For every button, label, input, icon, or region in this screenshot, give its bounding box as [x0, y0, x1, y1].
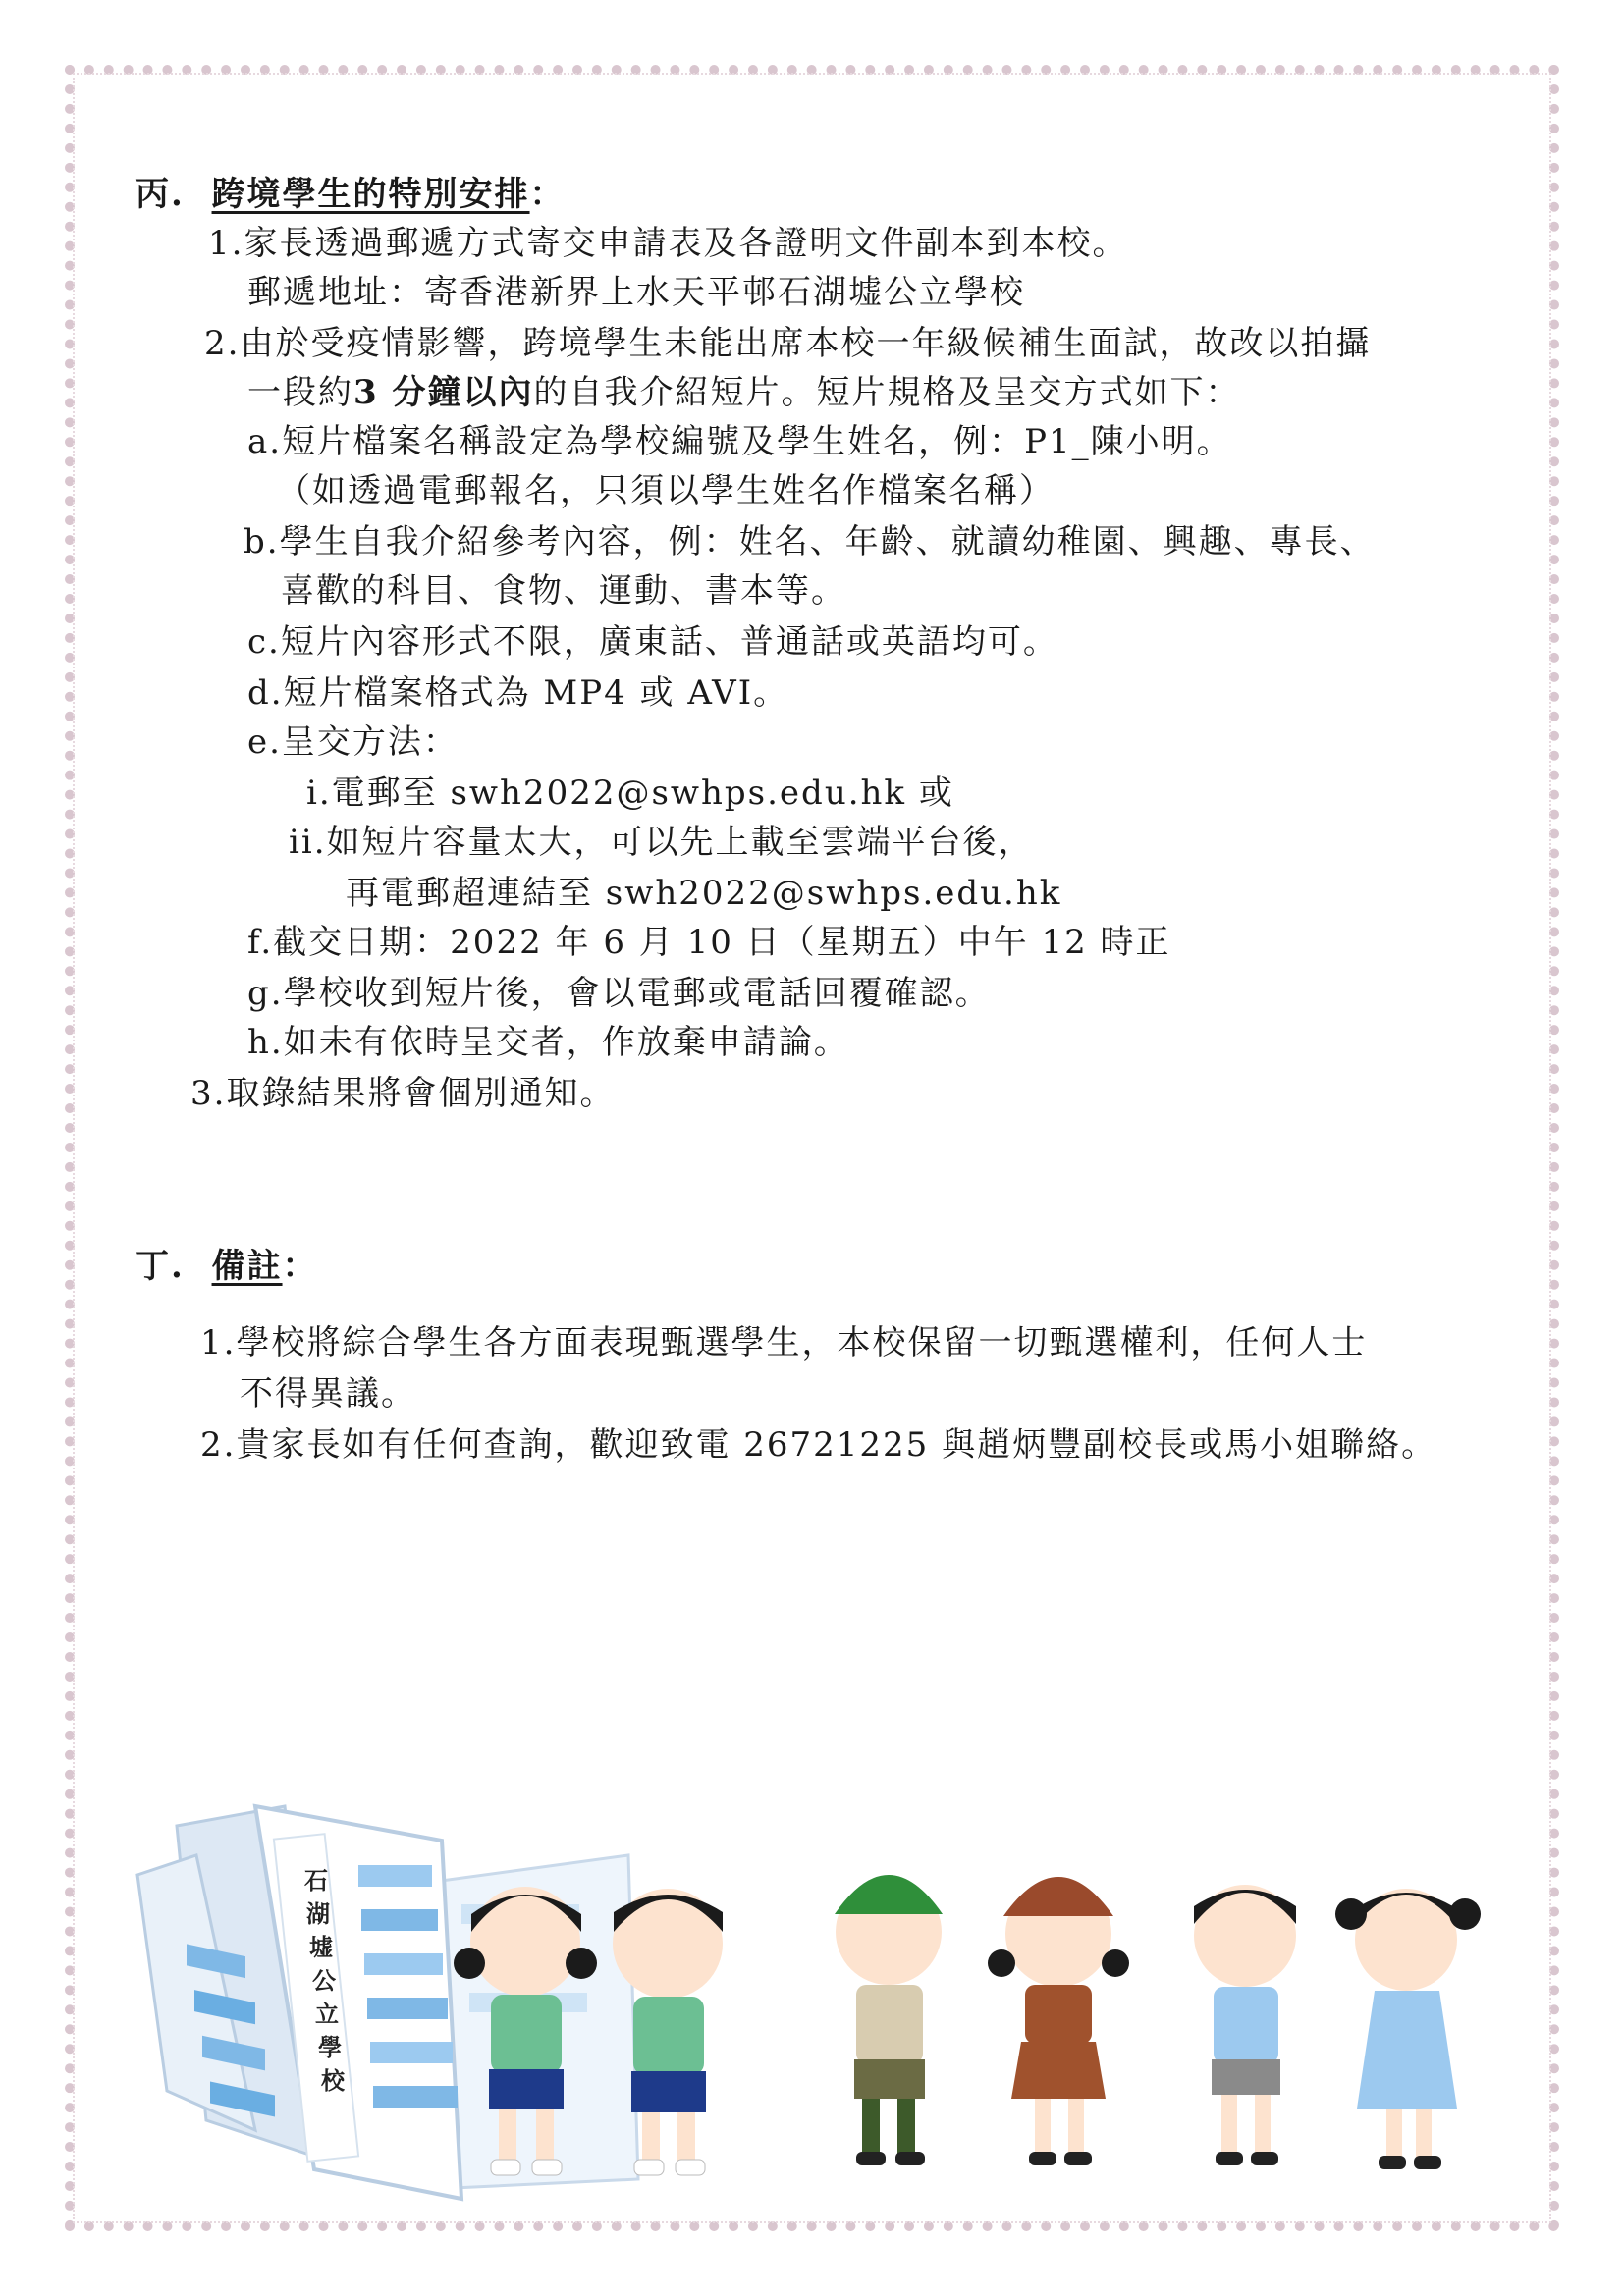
- sub-e-i: i.電郵至 swh2022@swhps.edu.hk 或: [306, 774, 954, 813]
- sub-b-line2: 喜歡的科目、食物、運動、書本等。: [281, 571, 846, 611]
- section-c-item2-line1: 2.由於受疫情影響，跨境學生未能出席本校一年級候補生面試，故改以拍攝: [204, 324, 1372, 363]
- sign-char: 立: [315, 2001, 339, 2028]
- school-and-children-image: [0, 1767, 1624, 2218]
- section-d-item1-line1: 1.學校將綜合學生各方面表現甄選學生，本校保留一切甄選權利，任何人士: [200, 1323, 1368, 1362]
- child-brownie: [988, 1877, 1129, 2165]
- section-c-marker: 丙.: [135, 175, 185, 214]
- section-c-heading: [135, 173, 566, 216]
- section-c-colon: ：: [529, 175, 566, 214]
- item2-pre: 一段約: [247, 373, 353, 412]
- section-c-title: 跨境學生的特別安排: [211, 175, 530, 214]
- item2-duration: 3 分鐘以內: [353, 373, 534, 412]
- sub-a-line1: a.短片檔案名稱設定為學校編號及學生姓名，例：P1_陳小明。: [247, 422, 1232, 461]
- sign-char: 公: [312, 1967, 336, 1995]
- section-d-heading: [135, 1245, 318, 1288]
- sub-h-line: h.如未有依時呈交者，作放棄申請論。: [247, 1023, 849, 1062]
- section-c-item2-line2: [247, 371, 1241, 414]
- sign-char: 湖: [306, 1900, 330, 1928]
- section-d-item1-line2: 不得異議。: [240, 1374, 416, 1414]
- child-scout: [835, 1875, 943, 2165]
- sign-char: 墟: [309, 1934, 333, 1961]
- item2-post: 的自我介紹短片。短片規格及呈交方式如下：: [533, 373, 1241, 412]
- section-d-colon: ：: [282, 1247, 318, 1286]
- section-c-item1-line1: 1.家長透過郵遞方式寄交申請表及各證明文件副本到本校。: [208, 224, 1128, 263]
- child-boy-blue-uniform: [1194, 1885, 1296, 2165]
- section-d-item2: 2.貴家長如有任何查詢，歡迎致電 26721225 與趙炳豐副校長或馬小姐聯絡。: [200, 1425, 1437, 1465]
- school-building: [137, 1806, 638, 2199]
- sub-e-line: e.呈交方法：: [247, 722, 459, 762]
- child-girl-blue-uniform: [1335, 1889, 1481, 2169]
- section-d-marker: 丁.: [135, 1247, 185, 1286]
- sign-char: 石: [304, 1867, 328, 1895]
- sub-e-ii-line1: ii.如短片容量太大，可以先上載至雲端平台後，: [289, 823, 1034, 862]
- section-c-item3: 3.取錄結果將會個別通知。: [190, 1074, 616, 1113]
- sub-g-line: g.學校收到短片後，會以電郵或電話回覆確認。: [247, 974, 991, 1013]
- sub-f-line: f.截交日期：2022 年 6 月 10 日（星期五）中午 12 時正: [247, 923, 1171, 962]
- sub-b-line1: b.學生自我介紹參考內容，例：姓名、年齡、就讀幼稚園、興趣、專長、: [244, 522, 1376, 561]
- sign-char: 學: [318, 2034, 342, 2061]
- school-illustration: [0, 1767, 1624, 2218]
- sub-c-line: c.短片內容形式不限，廣東話、普通話或英語均可。: [247, 622, 1058, 662]
- sign-char: 校: [321, 2067, 345, 2095]
- sub-d-line: d.短片檔案格式為 MP4 或 AVI。: [247, 673, 789, 713]
- section-c-item1-line2: 郵遞地址：寄香港新界上水天平邨石湖墟公立學校: [247, 273, 1025, 312]
- sub-a-line2: （如透過電郵報名，只須以學生姓名作檔案名稱）: [277, 471, 1055, 510]
- section-d-title: 備註: [211, 1247, 283, 1286]
- sub-e-ii-line2: 再電郵超連結至 swh2022@swhps.edu.hk: [346, 874, 1062, 913]
